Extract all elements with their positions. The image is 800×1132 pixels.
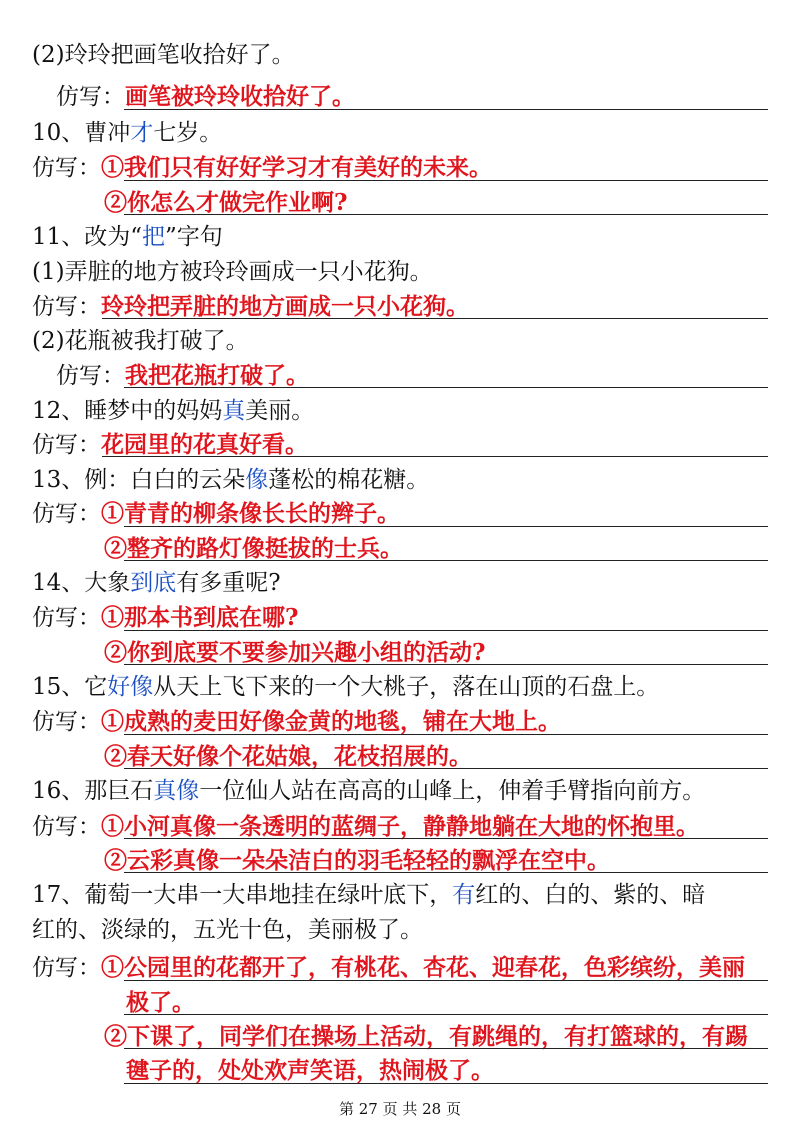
question-text: 14、大象 [32, 570, 131, 596]
question-text: 12、睡梦中的妈妈 [32, 398, 223, 424]
question-10 [32, 118, 222, 148]
highlight-word: 像 [245, 467, 269, 493]
answer-text: ①那本书到底在哪? [101, 604, 299, 631]
question-11 [32, 222, 223, 252]
answer-text: ①公园里的花都开了，有桃花、杏花、迎春花，色彩缤纷，美丽 [101, 954, 745, 981]
answer-line [32, 499, 400, 529]
question-text: 10、曹冲 [32, 120, 131, 146]
prompt-line [32, 257, 433, 287]
answer-underline [124, 980, 768, 981]
label-text: (2)玲玲把画笔收拾好了。 [32, 42, 295, 68]
answer-text: 毽子的，处处欢声笑语，热闹极了。 [126, 1057, 494, 1084]
question-text: 一位仙人站在高高的山峰上，伸着手臂指向前方。 [199, 778, 706, 804]
answer-underline [124, 1048, 768, 1049]
answer-underline [124, 560, 768, 561]
question-16 [32, 776, 705, 806]
answer-underline [124, 387, 768, 388]
answer-underline [124, 214, 768, 215]
answer-line [56, 82, 355, 112]
answer-text: 我把花瓶打破了。 [125, 362, 309, 389]
label-text: 仿写： [32, 432, 101, 458]
question-text: ”字句 [165, 224, 223, 250]
label-text: 仿写： [32, 709, 101, 735]
answer-underline [124, 664, 768, 665]
answer-line [32, 603, 298, 633]
question-14 [32, 568, 281, 598]
answer-underline [124, 768, 768, 769]
question-text: 红的、淡绿的，五光十色，美丽极了。 [32, 917, 423, 943]
question-text: 有多重呢? [176, 570, 281, 596]
answer-underline [124, 1083, 768, 1084]
answer-underline [124, 838, 768, 839]
question-text: 15、它 [32, 674, 108, 700]
answer-text: ①成熟的麦田好像金黄的地毯，铺在大地上。 [101, 708, 561, 735]
question-text: 七岁。 [153, 120, 223, 146]
question-text: (1)弄脏的地方被玲玲画成一只小花狗。 [32, 259, 433, 285]
answer-line [32, 153, 492, 183]
question-text: 16、那巨石 [32, 778, 154, 804]
question-text: 17、葡萄一大串一大串地挂在绿叶底下， [32, 882, 453, 908]
label-text: 仿写： [32, 501, 101, 527]
answer-text: 极了。 [126, 989, 195, 1016]
answer-text: 花园里的花真好看。 [101, 431, 308, 458]
label-text: 仿写： [32, 955, 101, 981]
highlight-word: 真像 [153, 778, 200, 804]
question-text: 蓬松的棉花糖。 [268, 467, 430, 493]
answer-underline [124, 630, 768, 631]
question-text: 从天上飞下来的一个大桃子，落在山顶的石盘上。 [153, 674, 660, 700]
answer-text: ①青青的柳条像长长的辫子。 [101, 500, 400, 527]
highlight-word: 才 [130, 120, 154, 146]
answer-underline [124, 180, 768, 181]
answer-text: ②下课了，同学们在操场上活动，有跳绳的，有打篮球的，有踢 [104, 1023, 748, 1050]
label-text: 仿写： [32, 605, 101, 631]
question-text: (2)花瓶被我打破了。 [32, 328, 249, 354]
highlight-word: 有 [452, 882, 476, 908]
answer-underline [124, 109, 768, 110]
page-number: 第 27 页 共 28 页 [338, 1100, 461, 1118]
answer-underline [124, 526, 768, 527]
highlight-word: 把 [142, 224, 166, 250]
answer-underline [102, 456, 768, 457]
question-text: 红的、白的、紫的、暗 [475, 882, 706, 908]
answer-line [32, 953, 745, 983]
highlight-word: 好像 [107, 674, 154, 700]
highlight-word: 到底 [130, 570, 177, 596]
answer-underline [124, 1014, 768, 1015]
label-text: 仿写： [32, 814, 101, 840]
label-text: 仿写： [56, 363, 125, 389]
answer-underline [124, 734, 768, 735]
question-text: 13、例：白白的云朵 [32, 467, 246, 493]
label-text: 仿写： [56, 84, 125, 110]
label-text: 仿写： [32, 155, 101, 181]
answer-underline [124, 872, 768, 873]
highlight-word: 真 [222, 398, 246, 424]
answer-text: ②春天好像个花姑娘，花枝招展的。 [104, 743, 472, 770]
question-13 [32, 465, 429, 495]
prompt-line [32, 326, 249, 356]
answer-text: 画笔被玲玲收拾好了。 [125, 83, 355, 110]
question-17 [32, 880, 705, 910]
question-15 [32, 672, 659, 702]
question-17-cont [32, 915, 423, 945]
answer-underline [102, 318, 768, 319]
answer-text: ②你怎么才做完作业啊? [104, 189, 348, 216]
answer-text: ②云彩真像一朵朵洁白的羽毛轻轻的飘浮在空中。 [104, 847, 610, 874]
answer-text: ①我们只有好好学习才有美好的未来。 [101, 154, 492, 181]
question-12 [32, 396, 314, 426]
prompt-line [32, 40, 295, 70]
answer-text: ②你到底要不要参加兴趣小组的活动? [104, 639, 486, 666]
answer-text: 玲玲把弄脏的地方画成一只小花狗。 [101, 293, 469, 320]
question-text: 11、改为“ [32, 224, 143, 250]
question-text: 美丽。 [245, 398, 315, 424]
answer-line [126, 1056, 494, 1086]
answer-text: ②整齐的路灯像挺拔的士兵。 [104, 535, 403, 562]
answer-line [32, 707, 561, 737]
answer-text: ①小河真像一条透明的蓝绸子，静静地躺在大地的怀抱里。 [101, 813, 699, 840]
label-text: 仿写： [32, 294, 101, 320]
